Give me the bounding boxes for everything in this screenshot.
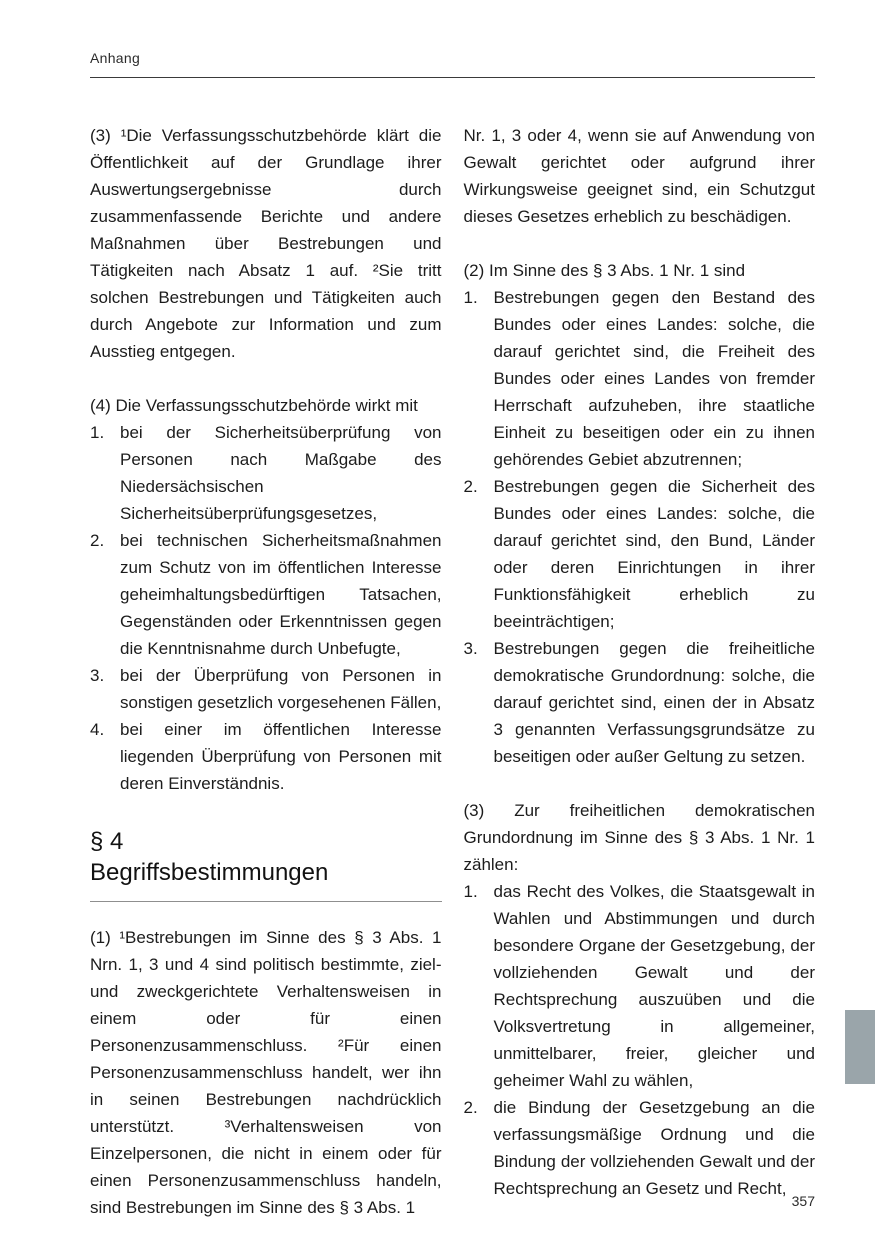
list-item-text: bei der Überprüfung von Personen in sonstigen gesetzlich vorgesehenen Fällen,: [120, 666, 442, 712]
list-item: [90, 419, 442, 527]
list-item: [90, 716, 442, 797]
column-left: [90, 122, 442, 1221]
list-item-text: bei technischen Sicherheitsmaßnahmen zum Schutz von im öffentlichen Interesse geheimhaltungsbedürftigen Tatsachen, Gegenständen oder Erkenntnissen gegen die Kenntnisnahme durch Unbefugte,: [120, 531, 442, 658]
paragraph-abs-3-intro: (3) Zur freiheitlichen demokratischen Grundordnung im Sinne des § 3 Abs. 1 Nr. 1 zählen:: [463, 801, 815, 874]
page-header: [90, 50, 815, 78]
list-item-number: 2.: [463, 477, 478, 496]
list-item-text: Bestrebungen gegen die freiheitliche demokratische Grundordnung: solche, die darauf gerichtet sind, einen der in Absatz 3 genannten Verfassungsgrundsätze zu beseitigen oder außer Geltung zu setzen.: [493, 639, 815, 766]
list-item-text: bei der Sicherheitsüberprüfung von Personen nach Maßgabe des Niedersächsischen Sicherheitsüberprüfungsgesetzes,: [120, 423, 442, 523]
list-item-text: die Bindung der Gesetzgebung an die verfassungsmäßige Ordnung und die Bindung der vollziehenden Gewalt und der Rechtsprechung an Gesetz und Recht,: [493, 1098, 815, 1198]
paragraph-abs-2-intro: (2) Im Sinne des § 3 Abs. 1 Nr. 1 sind: [463, 261, 746, 280]
list-item-number: 2.: [463, 1098, 478, 1117]
page-content: [90, 122, 815, 1221]
running-header: Anhang: [90, 50, 141, 66]
paragraph-abs-4-list: [90, 419, 442, 797]
paragraph-abs-3-list: [464, 878, 816, 1202]
paragraph-abs-3: (3) ¹Die Verfassungsschutzbehörde klärt die Öffentlichkeit auf der Grundlage ihrer Auswertungsergebnisse durch zusammenfassende Berichte und andere Maßnahmen über Bestrebungen und Tätigkeiten nach Absatz 1 auf. ²Sie tritt solchen Bestrebungen und Tätigkeiten auch durch Angebote zur Information und zum Ausstieg entgegen.: [90, 126, 442, 361]
list-item-number: 1.: [463, 288, 478, 307]
list-item-number: 2.: [90, 531, 105, 550]
heading-rule: [90, 901, 442, 902]
page-number: 357: [791, 1193, 815, 1209]
list-item: [464, 1094, 816, 1202]
paragraph-abs-4-intro: (4) Die Verfassungsschutzbehörde wirkt mit: [90, 396, 418, 415]
column-right: [464, 122, 816, 1221]
section-tab-marker: [845, 1010, 875, 1084]
paragraph-abs-1: (1) ¹Bestrebungen im Sinne des § 3 Abs. 1 Nrn. 1, 3 und 4 sind politisch bestimmte, ziel- und zweckgerichtete Verhaltensweisen in einem oder für einen Personenzusammenschluss. ²Für einen Personenzusammenschluss handelt, wer ihn in seinen Bestrebungen nachdrücklich unterstützt. ³Verhaltensweisen von Einzelpersonen, die nicht in einem oder für einen Personenzusammenschluss handeln, sind Bestrebungen im Sinne des § 3 Abs. 1: [90, 928, 442, 1217]
list-item: [464, 878, 816, 1094]
paragraph-abs-2-list: [464, 284, 816, 770]
section-title: Begriffsbestimmungen: [90, 859, 329, 886]
list-item-text: bei einer im öffentlichen Interesse liegenden Überprüfung von Personen mit deren Einverständnis.: [120, 720, 442, 793]
list-item: [90, 662, 442, 716]
list-item: [464, 473, 816, 635]
list-item-text: das Recht des Volkes, die Staatsgewalt in Wahlen und Abstimmungen und durch besondere Organe der Gesetzgebung, der vollziehenden Gewalt und der Rechtsprechung auszuüben und die Volksvertretung in allgemeiner, unmittelbarer, freier, gleicher und geheimer Wahl zu wählen,: [493, 882, 815, 1090]
paragraph-abs-1-continuation: Nr. 1, 3 oder 4, wenn sie auf Anwendung von Gewalt gerichtet oder aufgrund ihrer Wirkungsweise geeignet sind, ein Schutzgut dieses Gesetzes erheblich zu beschädigen.: [463, 126, 815, 226]
list-item-number: 1.: [90, 423, 105, 442]
list-item-number: 4.: [90, 720, 105, 739]
list-item-number: 3.: [463, 639, 478, 658]
list-item-text: Bestrebungen gegen die Sicherheit des Bundes oder eines Landes: solche, die darauf gerichtet sind, den Bund, Länder oder deren Einrichtungen in ihrer Funktionsfähigkeit erheblich zu beeinträchtigen;: [493, 477, 815, 631]
list-item-number: 1.: [463, 882, 478, 901]
list-item: [90, 527, 442, 662]
list-item-text: Bestrebungen gegen den Bestand des Bundes oder eines Landes: solche, die darauf gerichtet sind, die Freiheit des Bundes oder eines Landes von fremder Herrschaft aufzuheben, ihre staatliche Einheit zu beseitigen oder ein zu ihnen gehörendes Gebiet abzutrennen;: [493, 288, 815, 469]
section-number: § 4: [90, 828, 124, 855]
list-item-number: 3.: [90, 666, 105, 685]
list-item: [464, 635, 816, 770]
list-item: [464, 284, 816, 473]
section-heading: [90, 826, 442, 888]
